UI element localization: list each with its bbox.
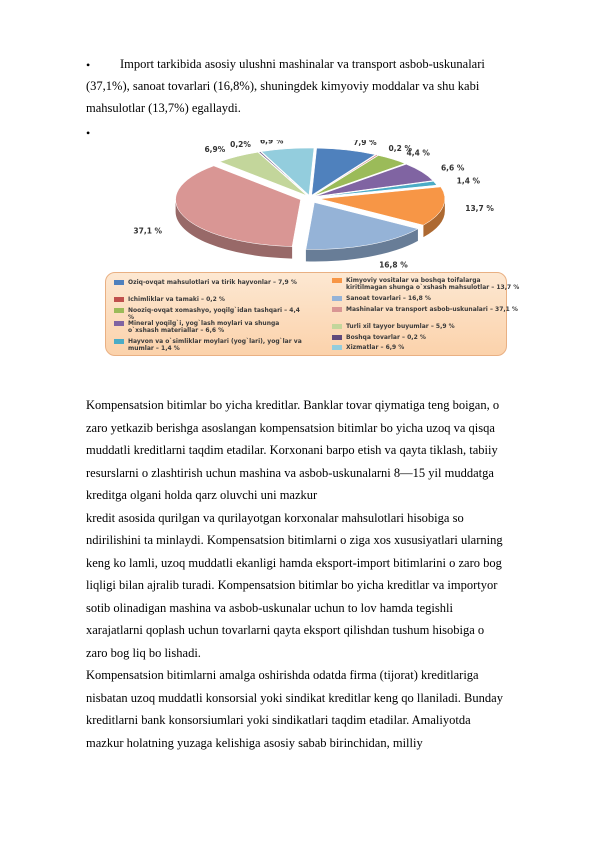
- legend-label: Kimyoviy vositalar va boshqa toifalarga kiritilmagan shunga o`xshash mahsulotlar – 13,7 %: [346, 277, 520, 291]
- paragraph-line: muddatli kreditlarni taqdim etadilar. Korxonani barpo etish va qayta tiklash, tabiiy: [86, 443, 498, 457]
- bullet-text-line: (37,1%), sanoat tovarlari (16,8%), shuningdek kimyoviy moddalar va shu kabi: [86, 79, 480, 93]
- legend-swatch: [114, 339, 124, 344]
- paragraph-line: keng ko lamli, uzoq muddatli ekanligi hamda eksport-import bitimlarini o zaro bog: [86, 555, 502, 570]
- pie-slice-label: 16,8 %: [379, 260, 408, 270]
- pie-slice-label: 6,9%: [204, 145, 226, 155]
- legend-swatch: [114, 321, 124, 326]
- legend-label: Xizmatlar – 6,9 %: [346, 344, 405, 351]
- pie-slice-label: 6,9 %: [259, 140, 284, 146]
- pie-slice-label: 7,9 %: [353, 140, 377, 147]
- chart-legend: [105, 272, 520, 356]
- legend-swatch: [114, 280, 124, 285]
- bullet-symbol: •: [86, 58, 91, 72]
- legend-item: [346, 277, 521, 291]
- paragraph-line: Kompensatsion bitimlar bo yicha kreditlar. Banklar tovar qiymatiga teng boigan, o: [86, 398, 500, 412]
- paragraph-line: ndirilishini ta minlaydi. Kompensatsion bitimlarni o ziga xos xususiyatlari ularning: [86, 533, 503, 547]
- pie-chart-svg: [100, 140, 510, 270]
- legend-label: Oziq-ovqat mahsulotlari va tirik hayvonlar – 7,9 %: [128, 279, 297, 286]
- paragraph-line: zaro bog liq bo lishadi.: [86, 645, 201, 660]
- legend-label: Sanoat tovarlari – 16,8 %: [346, 295, 431, 302]
- legend-label: Mineral yoqilg`i, yog`lash moylari va shunga o`xshash materiallar – 6,6 %: [128, 320, 280, 334]
- paragraph-line: kreditga olgani holda qarz oluvchi uni mazkur: [86, 488, 318, 502]
- paragraph-line: kredit asosida qurilgan va qurilayotgan korxonalar mahsulotlari hisobiga so: [86, 510, 464, 525]
- legend-label: Nooziq-ovqat xomashyo, yoqilg`idan tashqari – 4,4 %: [128, 307, 300, 321]
- legend-item: [128, 296, 303, 303]
- legend-item: [346, 295, 521, 302]
- legend-swatch: [114, 297, 124, 302]
- paragraph-line: zaro yetkazib berishga asoslangan kompensatsion bitimlar bo yicha uzoq va qisqa: [86, 420, 495, 435]
- legend-label: Turli xil tayyor buyumlar – 5,9 %: [346, 323, 455, 330]
- legend-swatch: [332, 278, 342, 283]
- legend-label: Hayvon va o`simliklar moylari (yog`lari), yog`lar va mumlar – 1,4 %: [128, 338, 302, 352]
- paragraph-line: sotib olinadigan mashina va asbob-uskunalar uchun to lov hamda tegishli: [86, 600, 453, 615]
- legend-item: [346, 306, 521, 313]
- legend-item: [128, 307, 303, 321]
- pie-slice-label: 6,6 %: [440, 163, 465, 173]
- body-text: [86, 394, 556, 754]
- pie-slice-label: 13,7 %: [465, 204, 494, 214]
- pie-slice-label: 0,2%: [230, 140, 251, 150]
- legend-swatch: [332, 307, 342, 312]
- legend-item: [346, 334, 521, 341]
- legend-item: [346, 323, 521, 330]
- legend-item: [128, 279, 303, 286]
- paragraph-line: resurslarni o zlashtirish uchun mashina va asbob-uskunalarni 8—15 yil muddatga: [86, 465, 494, 480]
- pie-slice-label: 37,1 %: [133, 226, 163, 236]
- bullet-text-line: mahsulotlar (13,7%) egallaydi.: [86, 101, 241, 115]
- paragraph-line: mazkur holatning yuzaga kelishiga asosiy sabab birinchidan, milliy: [86, 735, 423, 750]
- legend-label: Boshqa tovarlar – 0,2 %: [346, 334, 426, 341]
- paragraph-line: Kompensatsion bitimlarni amalga oshirishda odatda firma (tijorat) kreditlariga: [86, 668, 479, 682]
- legend-label: Mashinalar va transport asbob-uskunalari – 37,1 %: [346, 306, 518, 313]
- paragraph-line: kreditlarni bank konsorsiumlari yoki sindikatlari taqdim etadilar. Amaliyotda: [86, 713, 471, 727]
- legend-swatch: [332, 296, 342, 301]
- legend-item: [128, 320, 303, 334]
- pie-slice-label: 0,2 %: [388, 143, 412, 153]
- legend-swatch: [332, 324, 342, 329]
- bullet-text-line: Import tarkibida asosiy ulushni mashinalar va transport asbob-uskunalari: [120, 57, 485, 71]
- pie-slice-label: 4,4 %: [406, 148, 430, 158]
- legend-swatch: [332, 345, 342, 350]
- legend-item: [128, 338, 303, 352]
- legend-label: Ichimliklar va tamaki – 0,2 %: [128, 296, 225, 303]
- legend-swatch: [114, 308, 124, 313]
- paragraph-line: liqligi bilan ajralib turadi. Kompensatsion bitimlar bo yicha kreditlar va importyor: [86, 578, 498, 592]
- pie-slice-label: 1,4 %: [456, 176, 481, 186]
- paragraph-line: xarajatlarni qoplash uchun tovarlarni qayta eksport qilishdan tushum hisobiga o: [86, 623, 485, 637]
- legend-item: [346, 344, 521, 351]
- bullet-symbol: •: [86, 126, 91, 140]
- paragraph-line: nisbatan uzoq muddatli konsorsial yoki sindikat kreditlar keng qo llaniladi. Bunday: [86, 690, 503, 705]
- legend-swatch: [332, 335, 342, 340]
